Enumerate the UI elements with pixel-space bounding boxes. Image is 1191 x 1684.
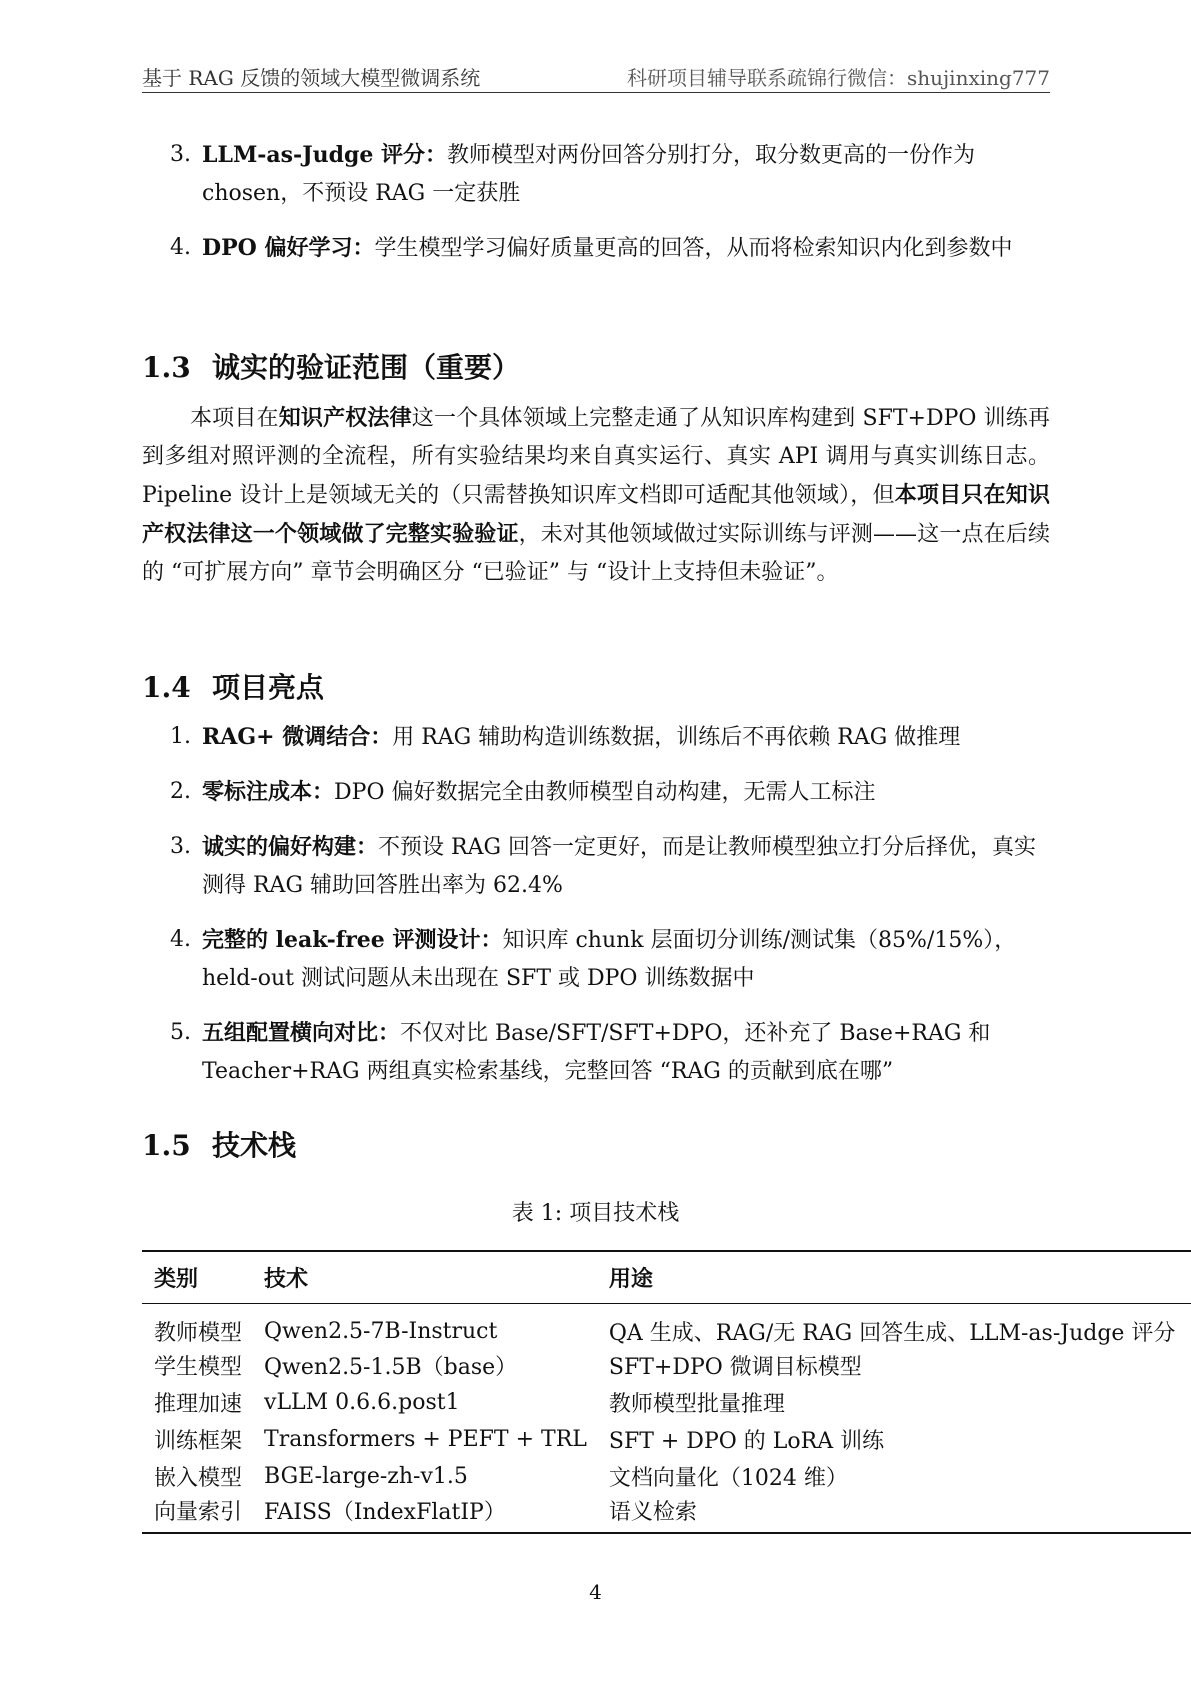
list-item: 4. DPO 偏好学习：学生模型学习偏好质量更高的回答，从而将检索知识内化到参数中	[170, 235, 1013, 261]
header-contact: 科研项目辅导联系疏锦行微信：shujinxing777	[626, 66, 1050, 90]
table-row: 向量索引 FAISS（IndexFlatIP） 语义检索	[142, 1495, 1191, 1533]
tech-stack-table	[142, 1250, 1191, 1534]
column-header: 技术	[264, 1265, 309, 1292]
section-heading-1-3: 1.3 诚实的验证范围（重要）	[142, 351, 521, 384]
list-item: 3. LLM-as-Judge 评分：教师模型对两份回答分别打分，取分数更高的一份作为 chosen，不预设 RAG 一定获胜	[170, 142, 976, 206]
table-header-row	[142, 1251, 1191, 1303]
table-caption: 表 1: 项目技术栈	[511, 1201, 680, 1226]
table-row: 学生模型 Qwen2.5-1.5B（base） SFT+DPO 微调目标模型	[154, 1354, 862, 1380]
list-item: 1. RAG+ 微调结合：用 RAG 辅助构造训练数据，训练后不再依赖 RAG 做推理	[170, 724, 961, 750]
section-heading-1-5: 1.5 技术栈	[142, 1129, 297, 1162]
section-heading-1-4: 1.4 项目亮点	[142, 671, 325, 704]
list-item: 5. 五组配置横向对比：不仅对比 Base/SFT/SFT+DPO，还补充了 Base+RAG 和 Teacher+RAG 两组真实检索基线，完整回答 “RAG 的贡献到底在哪”	[170, 1020, 991, 1084]
column-header: 类别	[154, 1265, 199, 1292]
list-item: 4. 完整的 leak-free 评测设计：知识库 chunk 层面切分训练/测试集（85%/15%），held-out 测试问题从未出现在 SFT 或 DPO 训练数据中	[170, 927, 1017, 991]
tech-stack-table-wrapper	[142, 1250, 1191, 1534]
table-row: 嵌入模型 BGE-large-zh-v1.5 文档向量化（1024 维）	[154, 1463, 848, 1491]
page-number: 4	[589, 1580, 602, 1604]
list-item: 3. 诚实的偏好构建：不预设 RAG 回答一定更好，而是让教师模型独立打分后择优，真实测得 RAG 辅助回答胜出率为 62.4%	[170, 834, 1037, 898]
highlights-list	[142, 718, 1050, 1107]
column-header: 用途	[608, 1265, 653, 1292]
method-steps-list	[142, 136, 1050, 284]
list-item: 2. 零标注成本：DPO 偏好数据完全由教师模型自动构建，无需人工标注	[170, 779, 876, 805]
paragraph-verification-scope: 本项目在知识产权法律这一个具体领域上完整走通了从知识库构建到 SFT+DPO 训练再到多组对照评测的全流程，所有实验结果均来自真实运行、真实 API 调用与真实训练日志。Pipeline 设计上是领域无关的（只需替换知识库文档即可适配其他领域），但本项目只在知识产权法律这一个领域做了完整实验验证，未对其他领域做过实际训练与评测——这一点在后续的 “可扩展方向” 章节会明确区分 “已验证” 与 “设计上支持但未验证”。	[142, 405, 1050, 585]
table-row: 推理加速 vLLM 0.6.6.post1 教师模型批量推理	[154, 1389, 785, 1417]
header-title: 基于 RAG 反馈的领域大模型微调系统	[142, 66, 481, 90]
table-row: 教师模型 Qwen2.5-7B-Instruct QA 生成、RAG/无 RAG 回答生成、LLM-as-Judge 评分	[154, 1318, 1176, 1346]
table-row: 训练框架 Transformers + PEFT + TRL SFT + DPO 的 LoRA 训练	[154, 1426, 885, 1454]
running-header	[142, 58, 1050, 93]
